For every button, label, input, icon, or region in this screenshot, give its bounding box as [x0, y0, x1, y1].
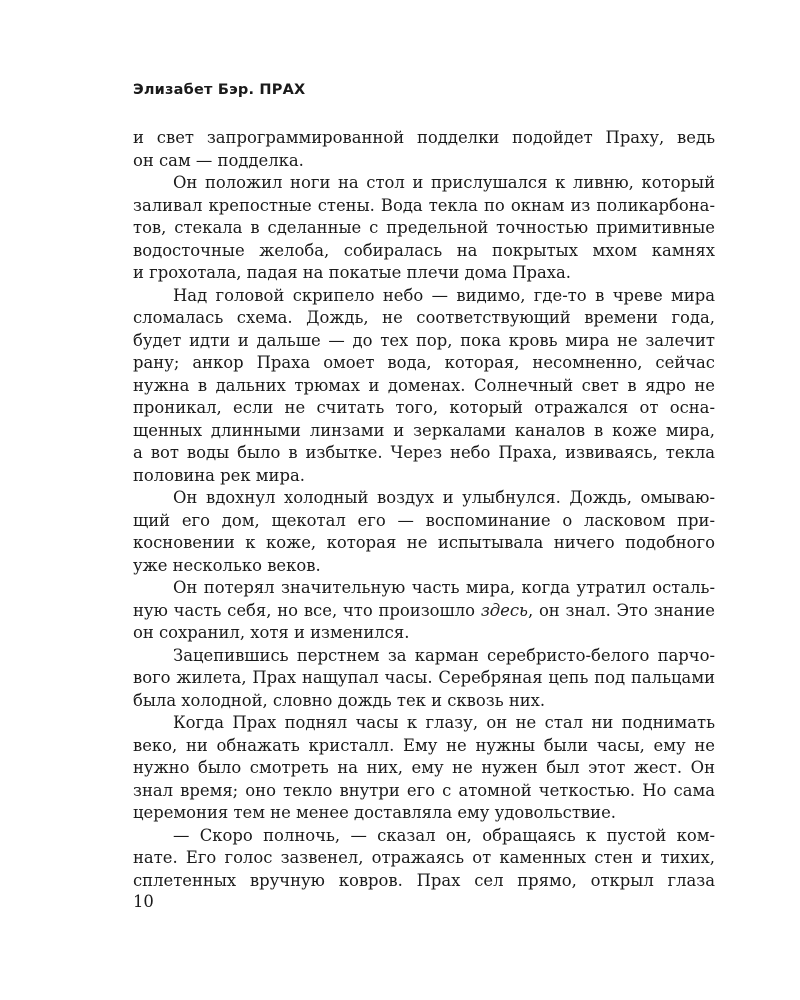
text-line: рану; анкор Праха омоет вода, которая, несомненно, сейчас	[133, 353, 715, 372]
text-line: водосточные желоба, собиралась на покрытых мхом камнях	[133, 240, 715, 260]
running-head: Элизабет Бэр. ПРАХ	[133, 82, 306, 98]
text-line: нате. Его голос зазвенел, отражаясь от каменных стен и тихих,	[133, 848, 715, 867]
text-segment: ную часть себя, но все, что произошло	[133, 600, 481, 620]
body-text	[133, 127, 715, 892]
text-line: Он положил ноги на стол и прислушался к ливню, который	[173, 173, 715, 192]
page-number: 10	[133, 892, 154, 911]
text-line: а вот воды было в избытке. Через небо Праха, извиваясь, текла	[133, 443, 715, 462]
text-segment: , он знал. Это знание	[527, 600, 715, 620]
text-line: Зацепившись перстнем за карман серебристо-белого парчо-	[173, 645, 715, 665]
text-line: половина рек мира.	[133, 465, 305, 485]
text-line: веко, ни обнажать кристалл. Ему не нужны были часы, ему не	[133, 735, 715, 755]
text-line: щий его дом, щекотал его — воспоминание о ласковом при-	[133, 510, 715, 530]
text-line: он сохранил, хотя и изменился.	[133, 623, 410, 642]
text-line: церемония тем не менее доставляла ему удовольствие.	[133, 803, 616, 822]
text-line: он сам — подделка.	[133, 150, 304, 170]
text-line: Над головой скрипело небо — видимо, где-то в чреве мира	[173, 285, 715, 305]
text-line: сломалась схема. Дождь, не соответствующий времени года,	[133, 308, 715, 327]
text-line: нужна в дальних трюмах и доменах. Солнечный свет в ядро не	[133, 375, 715, 395]
text-line: уже несколько веков.	[133, 555, 321, 575]
text-line: тов, стекала в сделанные с предельной точностью примитивные	[133, 218, 715, 237]
text-line	[133, 600, 715, 623]
text-line: нужно было смотреть на них, ему не нужен был этот жест. Он	[133, 758, 715, 777]
text-line: косновении к коже, которая не испытывала ничего подобного	[133, 533, 715, 552]
emphasis-text: здесь	[480, 600, 528, 620]
text-line: будет идти и дальше — до тех пор, пока кровь мира не залечит	[133, 330, 715, 350]
text-line: проникал, если не считать того, который отражался от осна-	[133, 398, 715, 417]
text-line: заливал крепостные стены. Вода текла по окнам из поликарбона-	[133, 195, 715, 215]
text-line: — Скоро полночь, — сказал он, обращаясь к пустой ком-	[173, 825, 715, 845]
text-line: Он потерял значительную часть мира, когда утратил осталь-	[173, 578, 715, 597]
text-line: вого жилета, Прах нащупал часы. Серебряная цепь под пальцами	[133, 668, 715, 687]
text-line: Когда Прах поднял часы к глазу, он не стал ни поднимать	[173, 713, 715, 732]
text-line: знал время; оно текло внутри его с атомной четкостью. Но сама	[133, 780, 715, 800]
text-line: щенных длинными линзами и зеркалами каналов в коже мира,	[133, 420, 715, 440]
text-line: была холодной, словно дождь тек и сквозь них.	[133, 690, 546, 710]
text-line: и свет запрограммированной подделки подойдет Праху, ведь	[133, 128, 715, 147]
text-line: Он вдохнул холодный воздух и улыбнулся. Дождь, омываю-	[173, 488, 715, 507]
text-line: и грохотала, падая на покатые плечи дома Праха.	[133, 263, 571, 282]
text-line: сплетенных вручную ковров. Прах сел прямо, открыл глаза	[133, 870, 715, 890]
